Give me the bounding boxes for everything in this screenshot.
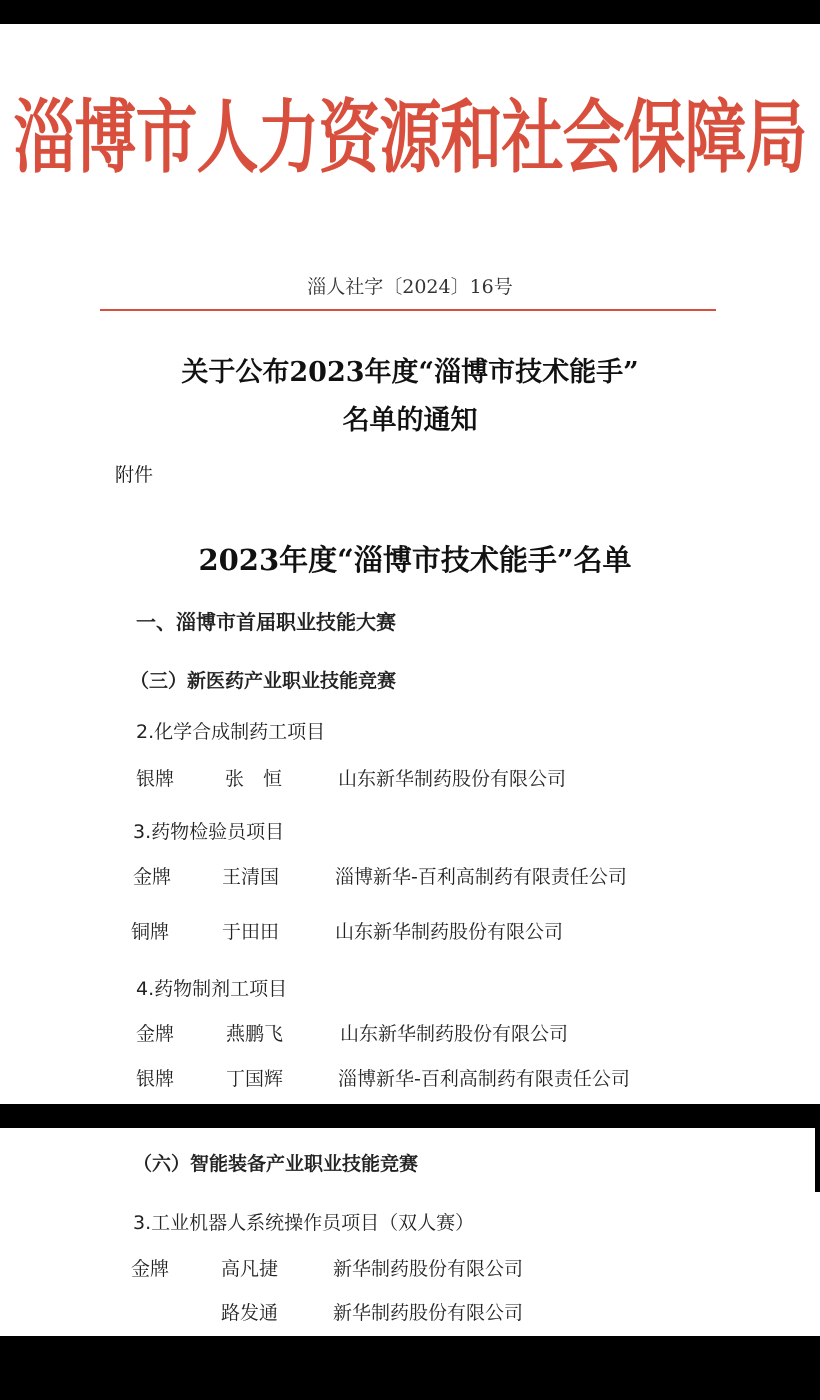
winner-company: 山东新华制药股份有限公司 [340,1023,569,1045]
winner-company: 淄博新华-百利高制药有限责任公司 [338,1068,630,1090]
winner-company: 新华制药股份有限公司 [333,1258,524,1280]
medal: 铜牌 [131,921,170,943]
medal: 金牌 [131,1258,170,1280]
medal: 金牌 [136,1023,175,1045]
winner-company: 淄博新华-百利高制药有限责任公司 [335,866,627,888]
winner-company: 山东新华制药股份有限公司 [335,921,564,943]
document-number: 淄人社字〔2024〕16号 [307,276,513,298]
list-title: 2023年度“淄博市技术能手”名单 [198,543,632,577]
winner-name: 于田田 [222,921,280,943]
winner-company: 新华制药股份有限公司 [333,1302,524,1324]
notice-title-line-1: 关于公布2023年度“淄博市技术能手” [181,357,639,388]
medal: 银牌 [136,1068,175,1090]
document-page-2 [0,1128,820,1336]
winner-name: 张 恒 [225,768,283,790]
winner-name: 高凡捷 [221,1258,279,1280]
notice-title-line-2: 名单的通知 [342,405,478,436]
medal: 金牌 [133,866,172,888]
section-heading: 一、淄博市首届职业技能大赛 [136,610,396,634]
red-divider [100,309,716,311]
winner-company: 山东新华制药股份有限公司 [338,768,567,790]
document-page-1 [0,24,820,1104]
winner-name: 路发通 [221,1302,279,1324]
project-title: 3.工业机器人系统操作员项目（双人赛） [133,1212,475,1234]
project-title: 4.药物制剂工项目 [136,978,288,1000]
medal: 银牌 [136,768,175,790]
project-title: 2.化学合成制药工项目 [136,721,326,743]
subsection-heading: （三）新医药产业职业技能竞赛 [130,670,397,692]
winner-name: 燕鹏飞 [226,1023,284,1045]
winner-name: 王清国 [222,866,280,888]
attachment-label: 附件 [115,464,154,486]
page-edge-shadow [815,1128,820,1192]
subsection-heading: （六）智能装备产业职业技能竞赛 [133,1153,419,1175]
project-title: 3.药物检验员项目 [133,821,285,843]
agency-masthead: 淄博市人力资源和社会保障局 [13,90,807,185]
winner-name: 丁国辉 [226,1068,284,1090]
